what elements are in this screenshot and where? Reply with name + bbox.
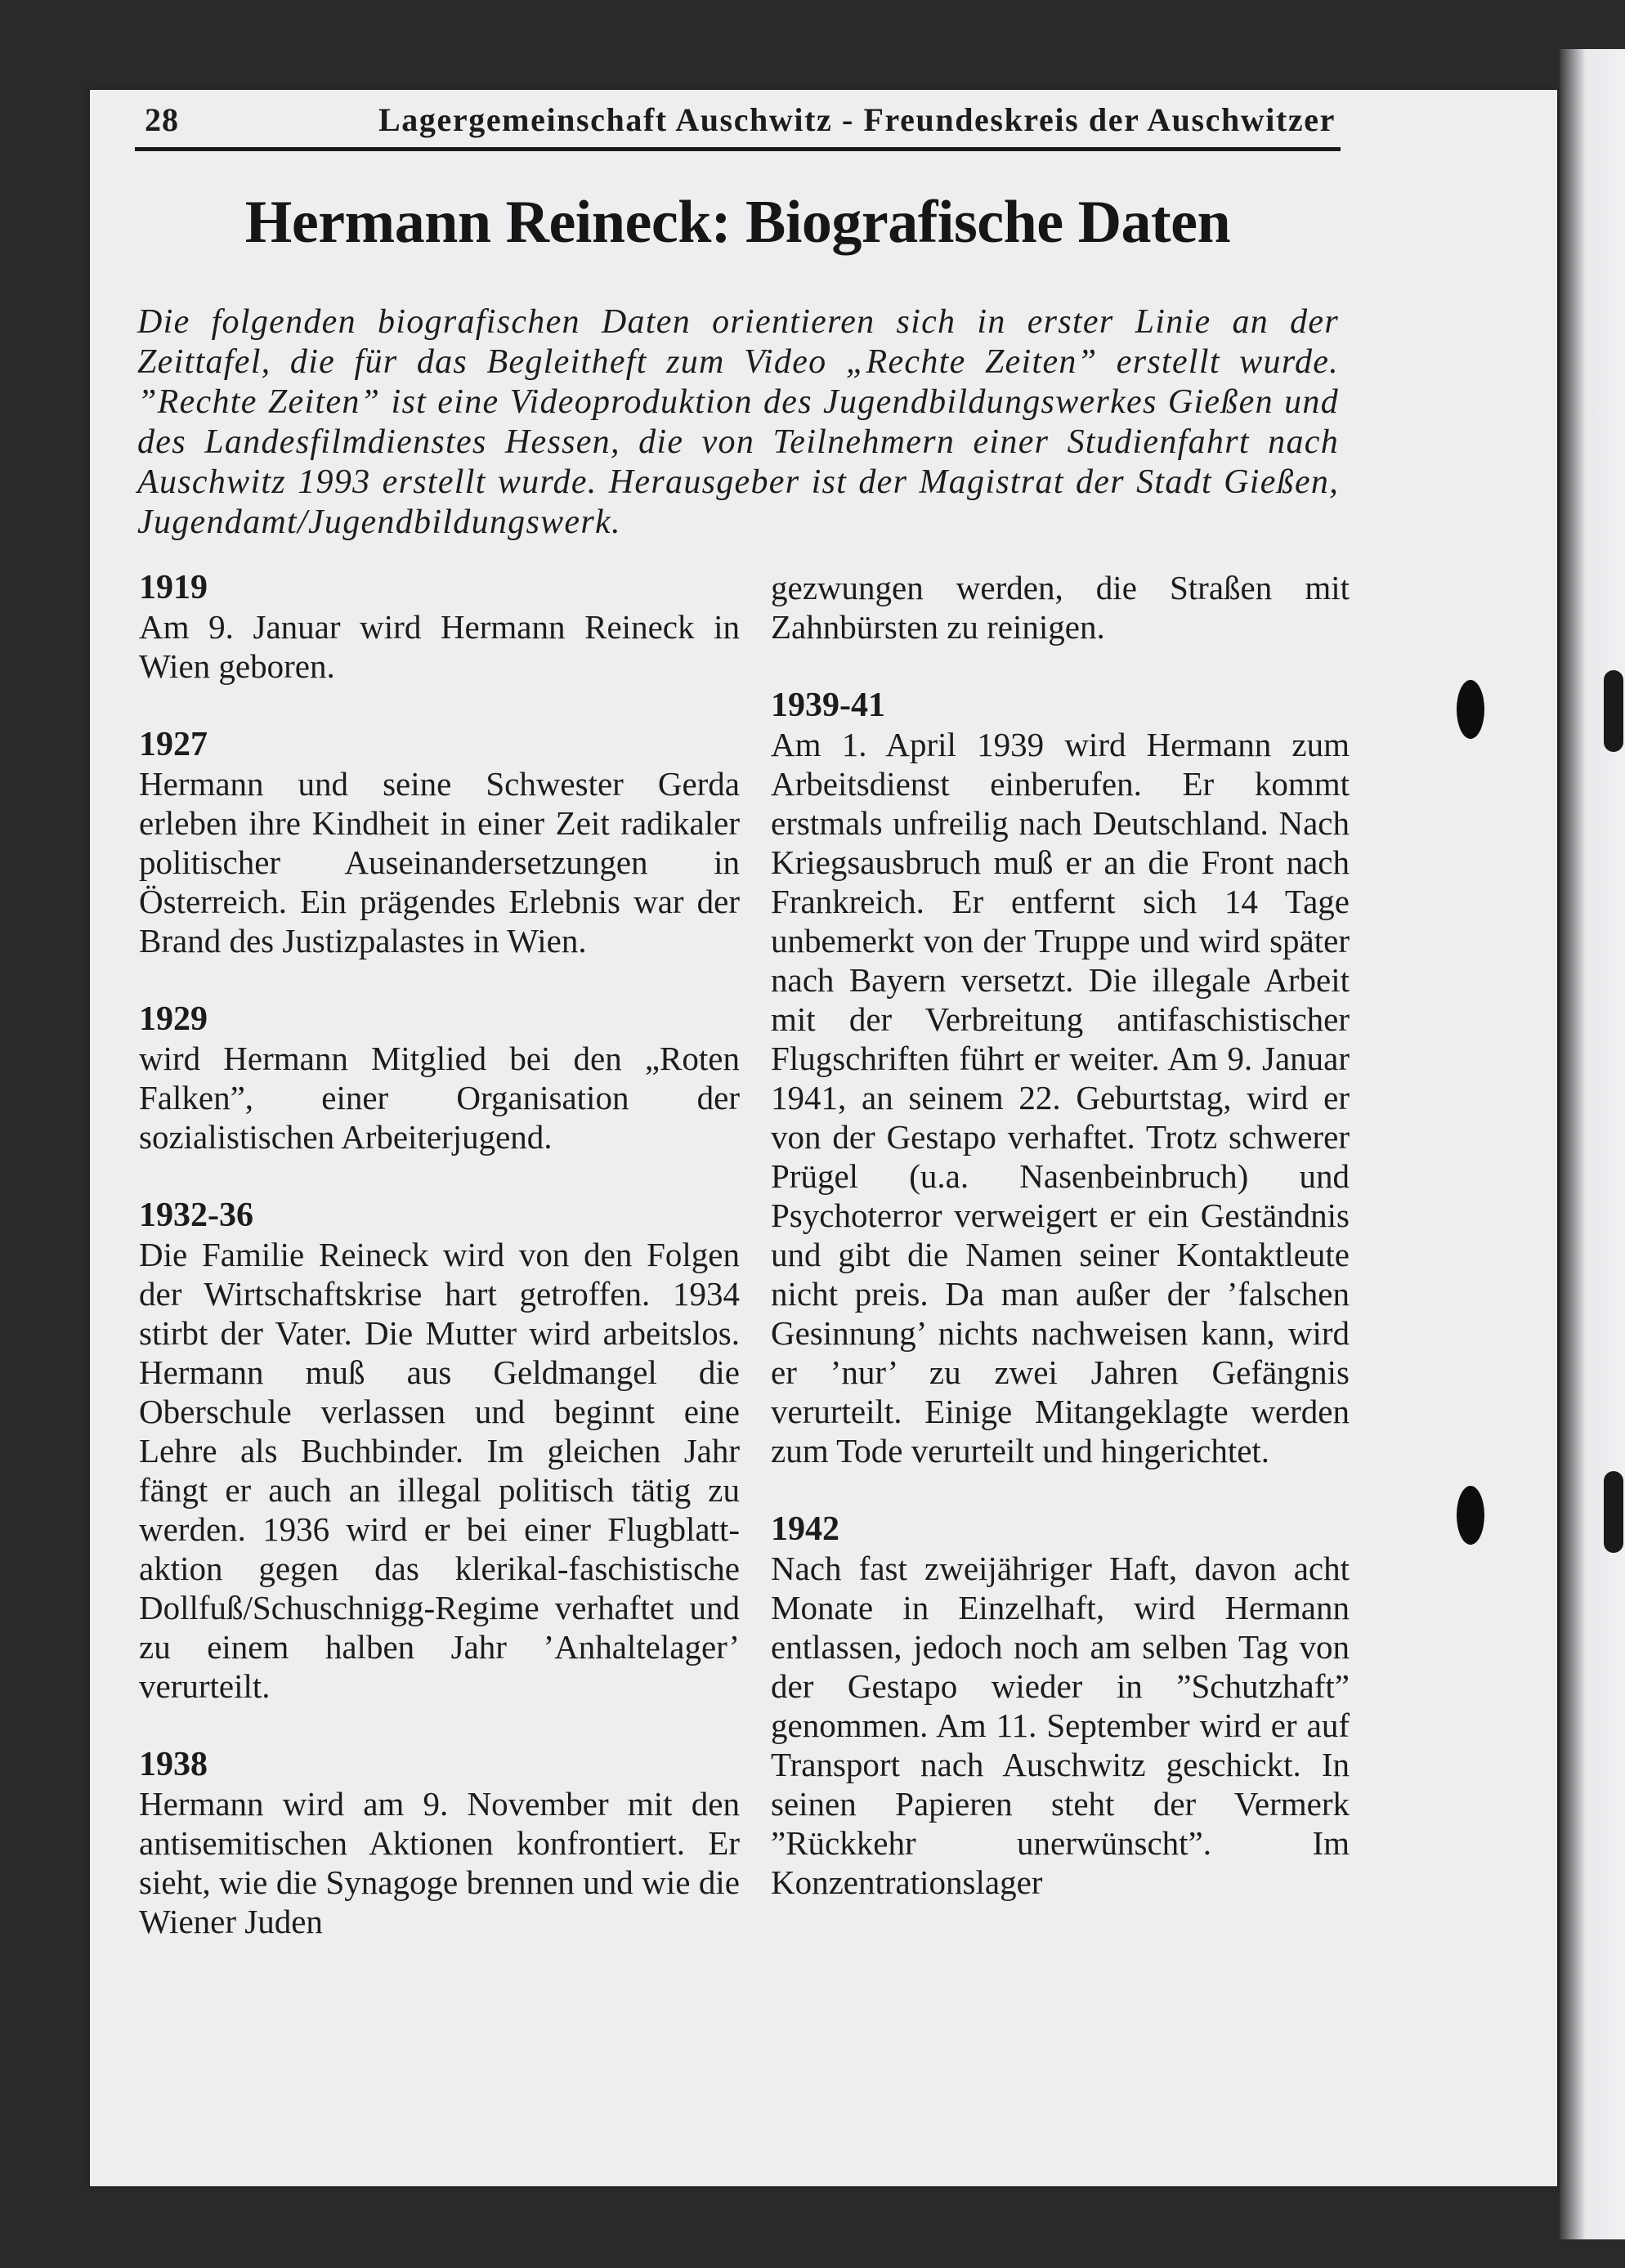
timeline-entry <box>771 686 1350 1470</box>
entry-text: Die Familie Reineck wird von den Folgen der Wirtschaftskrise hart getroffen. 1934 stirbt der Vater. Die Mutter wird arbeitslos. Hermann muß aus Geldmangel die Oberschule verlassen und beginnt eine Lehre als Buchbinder. Im gleichen Jahr fängt er auch an illegal politisch tätig zu werden. 1936 wird er bei einer Flugblattaktion gegen das klerikal-faschistische Dollfuß/Schuschnigg-Regime verhaftet und zu einem halben Jahr ’Anhaltelager’ verurteilt. <box>139 1236 740 1705</box>
timeline-entry <box>139 725 740 960</box>
timeline-entry <box>139 1000 740 1156</box>
running-title: Lagergemeinschaft Auschwitz - Freundeskreis der Auschwitzer <box>378 101 1336 138</box>
article-title: Hermann Reineck: Biografische Daten <box>244 189 1231 256</box>
entry-year: 1939-41 <box>771 687 885 724</box>
binder-notch-lower <box>1604 1471 1623 1553</box>
timeline-entry <box>771 1510 1350 1902</box>
page-number: 28 <box>145 101 179 138</box>
timeline-entry <box>139 1196 740 1706</box>
entry-year: 1929 <box>139 1000 208 1038</box>
punch-hole-lower <box>1457 1486 1484 1545</box>
entry-text: Am 9. Januar wird Hermann Reineck in Wien geboren. <box>139 608 740 685</box>
timeline-entry <box>139 568 740 686</box>
entry-year: 1919 <box>139 569 208 606</box>
intro-paragraph: Die folgenden biografischen Daten orientieren sich in erster Linie an der Zeittafel, die für das Begleitheft zum Video „Rechte Zeiten” erstellt wurde. ”Rechte Zeiten” ist eine Videoproduktion des Jugendbildungswerkes Gießen und des Landesfilmdienstes Hessen, die von Teilnehmern einer Studienfahrt nach Auschwitz 1993 erstellt wurde. Herausgeber ist der Magistrat der Stadt Gießen, Jugendamt/Jugendbildungswerk. <box>137 303 1339 541</box>
entry-year: 1932-36 <box>139 1197 253 1234</box>
left-column <box>139 568 740 1980</box>
entry-text: Nach fast zweijähriger Haft, davon acht Monate in Einzelhaft, wird Hermann entlassen, jedoch noch am selben Tag von der Gestapo wieder in ”Schutzhaft” genommen. Am 11. September wird er auf Transport nach Auschwitz geschickt. In seinen Papieren steht der Vermerk ”Rückkehr unerwünscht”. Im Konzentrationslager <box>771 1550 1350 1901</box>
right-column <box>771 568 1350 1941</box>
punch-hole-upper <box>1457 680 1484 739</box>
entry-text: Hermann und seine Schwester Gerda erleben ihre Kindheit in einer Zeit radikaler politischer Auseinandersetzungen in Österreich. Ein prägendes Erlebnis war der Brand des Justizpalastes in Wien. <box>139 765 740 960</box>
entry-year: 1942 <box>771 1510 839 1548</box>
timeline-entry <box>139 1745 740 1941</box>
entry-text: Hermann wird am 9. November mit den antisemitischen Aktionen konfrontiert. Er sieht, wie die Synagoge brennen und wie die Wiener Juden <box>139 1785 740 1940</box>
page-stack-edge <box>1560 49 1625 2239</box>
entry-year: 1927 <box>139 726 208 763</box>
binder-notch-upper <box>1604 670 1623 752</box>
entry-text: Am 1. April 1939 wird Hermann zum Arbeitsdienst einberufen. Er kommt erstmals unfreilig nach Deutschland. Nach Kriegsausbruch muß er an die Front nach Frankreich. Er entfernt sich 14 Tage unbemerkt von der Truppe und wird später nach Bayern versetzt. Die illegale Arbeit mit der Verbreitung antifaschistischer Flugschriften führt er weiter. Am 9. Januar 1941, an seinem 22. Geburtstag, wird er von der Gestapo verhaftet. Trotz schwerer Prügel (u.a. Nasenbeinbruch) und Psychoterror verweigert er ein Geständnis und gibt die Namen seiner Kontaktleute nicht preis. Da man außer der ’falschen Gesinnung’ nichts nachweisen kann, wird er ’nur’ zu zwei Jahren Gefängnis verurteilt. Einige Mitangeklagte werden zum Tode verurteilt und hingerichtet. <box>771 726 1350 1470</box>
running-header <box>135 98 1341 151</box>
entry-text: wird Hermann Mitglied bei den „Roten Falken”, einer Organisation der sozialistischen Arbeiterjugend. <box>139 1040 740 1156</box>
entry-year: 1938 <box>139 1746 208 1783</box>
continued-text: gezwungen werden, die Straßen mit Zahnbürsten zu reinigen. <box>771 569 1350 646</box>
